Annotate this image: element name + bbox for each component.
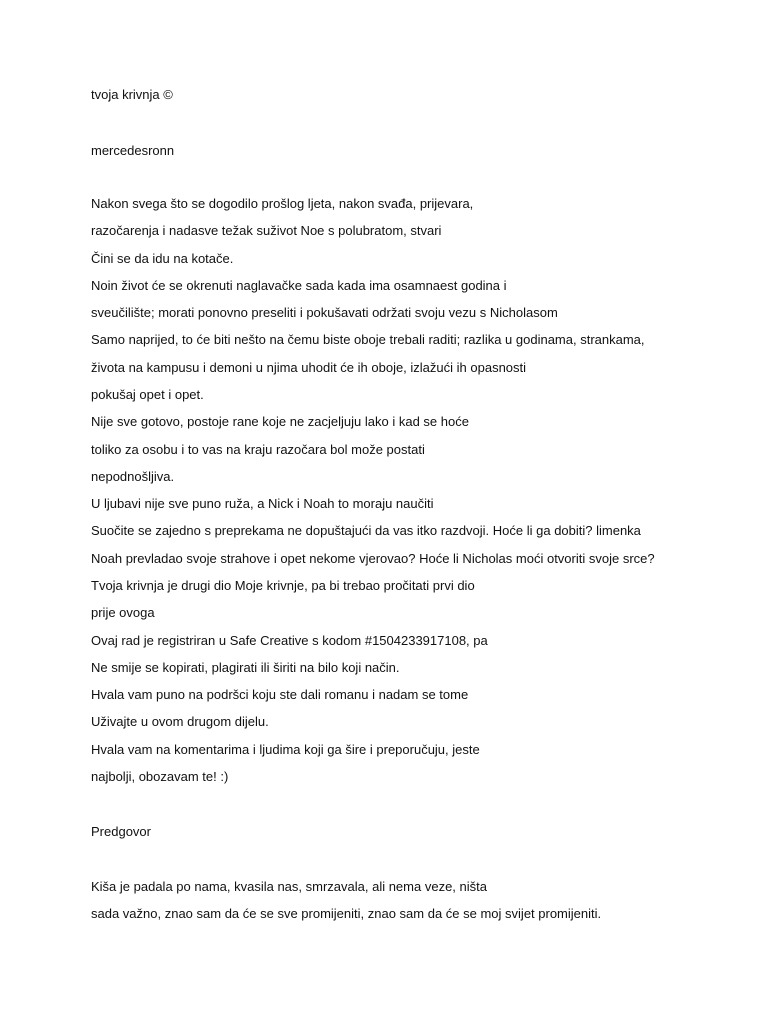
synopsis-line: Nakon svega što se dogodilo prošlog ljeta, nakon svađa, prijevara, xyxy=(91,196,474,211)
synopsis-line: Samo naprijed, to će biti nešto na čemu biste oboje trebali raditi; razlika u godinama, strankama, xyxy=(91,332,645,347)
synopsis-line: Suočite se zajedno s preprekama ne dopuštajući da vas itko razdvoji. Hoće li ga dobiti? limenka xyxy=(91,523,641,538)
synopsis-line: Ovaj rad je registriran u Safe Creative s kodom #1504233917108, pa xyxy=(91,633,488,648)
section-heading: Predgovor xyxy=(91,824,151,839)
prologue-line: sada važno, znao sam da će se sve promijeniti, znao sam da će se moj svijet promijeniti. xyxy=(91,906,602,921)
synopsis-line: Hvala vam puno na podršci koju ste dali romanu i nadam se tome xyxy=(91,687,469,702)
synopsis-line: toliko za osobu i to vas na kraju razočara bol može postati xyxy=(91,442,425,457)
synopsis-line: Nije sve gotovo, postoje rane koje ne zacjeljuju lako i kad se hoće xyxy=(91,414,469,429)
prologue-line: Kiša je padala po nama, kvasila nas, smrzavala, ali nema veze, ništa xyxy=(91,879,487,894)
synopsis-line: života na kampusu i demoni u njima uhodit će ih oboje, izlažući ih opasnosti xyxy=(91,360,527,375)
synopsis-line: nepodnošljiva. xyxy=(91,469,175,484)
document-author: mercedesronn xyxy=(91,143,175,158)
synopsis-line: U ljubavi nije sve puno ruža, a Nick i Noah to moraju naučiti xyxy=(91,496,434,511)
synopsis-line: Čini se da idu na kotače. xyxy=(91,251,234,266)
synopsis-line: Uživajte u ovom drugom dijelu. xyxy=(91,714,269,729)
synopsis-line: Hvala vam na komentarima i ljudima koji ga šire i preporučuju, jeste xyxy=(91,742,480,757)
document-title: tvoja krivnja © xyxy=(91,87,173,102)
synopsis-line: Ne smije se kopirati, plagirati ili širiti na bilo koji način. xyxy=(91,660,400,675)
synopsis-line: Tvoja krivnja je drugi dio Moje krivnje, pa bi trebao pročitati prvi dio xyxy=(91,578,475,593)
synopsis-line: razočarenja i nadasve težak suživot Noe s polubratom, stvari xyxy=(91,223,442,238)
synopsis-line: pokušaj opet i opet. xyxy=(91,387,204,402)
synopsis-line: Noin život će se okrenuti naglavačke sada kada ima osamnaest godina i xyxy=(91,278,507,293)
synopsis-line: prije ovoga xyxy=(91,605,155,620)
synopsis-line: najbolji, obozavam te! :) xyxy=(91,769,229,784)
synopsis-line: Noah prevladao svoje strahove i opet nekome vjerovao? Hoće li Nicholas moći otvoriti svoje srce? xyxy=(91,551,655,566)
synopsis-line: sveučilište; morati ponovno preseliti i pokušavati održati svoju vezu s Nicholasom xyxy=(91,305,558,320)
